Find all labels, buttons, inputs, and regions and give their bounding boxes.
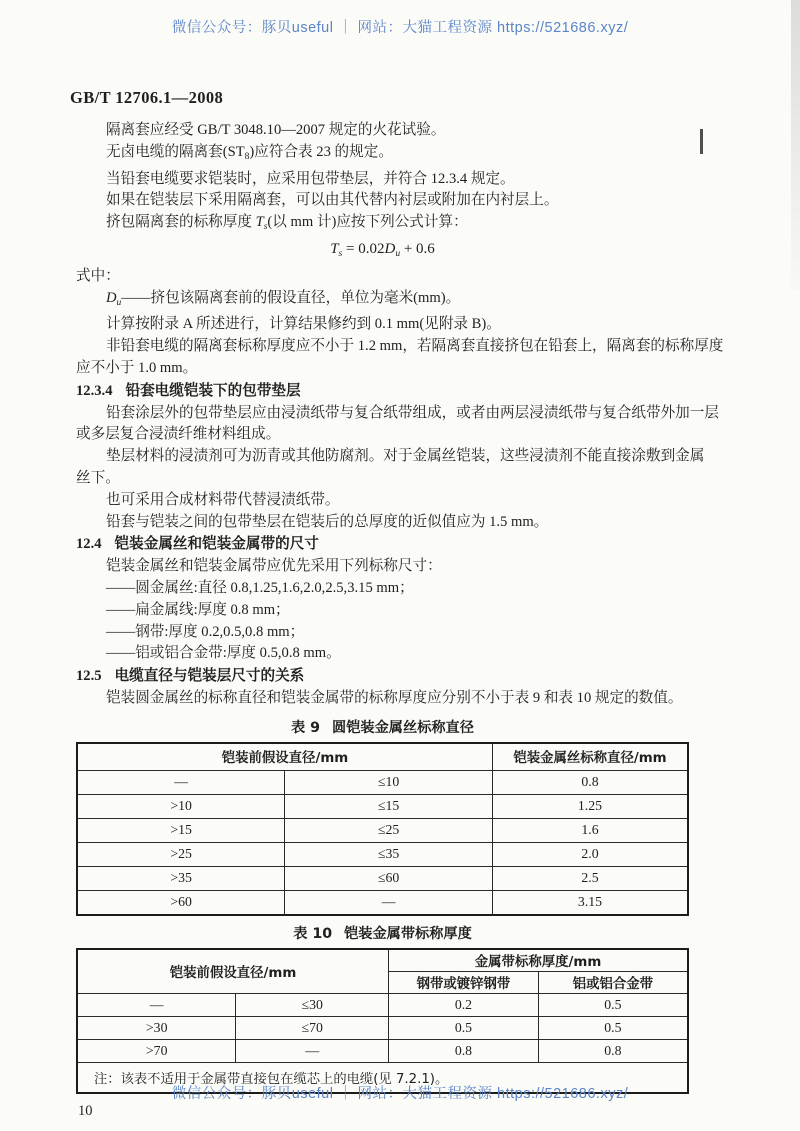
list-item-round-wire: ——圆金属丝:直径 0.8,1.25,1.6,2.0,2.5,3.15 mm； [106, 579, 414, 596]
paragraph-synthetic-tapes: 也可采用合成材料带代替浸渍纸带。 [106, 491, 340, 508]
subscript: u [395, 248, 401, 259]
paragraph-lead-sheath-armour: 当铅套电缆要求铠装时，应采用包带垫层，并符合 12.3.4 规定。 [106, 170, 515, 187]
watermark-top: 微信公众号：豚贝useful ｜ 网站：大猫工程资源 https://521686.xyz/ [171, 20, 629, 36]
paragraph-min-thickness-2: 应不小于 1.0 mm。 [76, 359, 198, 376]
section-heading-12-4: 12.4 铠装金属丝和铠装金属带的尺寸 [76, 535, 319, 553]
paragraph-halogen-free: 无卤电缆的隔离套$(ST_8)$应符合表 23 的规定。 [106, 143, 393, 162]
paragraph-preferred-sizes-intro: 铠装金属丝和铠装金属带应优先采用下列标称尺寸： [106, 558, 442, 575]
column-header-fictitious-diameter: 铠装前假设直径/mm [77, 743, 492, 771]
variable-D: D [106, 289, 117, 306]
paragraph-total-thickness: 铅套与铠装之间的包带垫层在铠装后的总厚度的近似值应为 1.5 mm。 [106, 513, 549, 530]
intro-block [76, 120, 724, 380]
watermark-bottom: 微信公众号：豚贝useful ｜ 网站：大猫工程资源 https://521686.xyz/ [171, 1086, 629, 1102]
section-heading-12-5: 12.5 电缆直径与铠装层尺寸的关系 [76, 667, 305, 685]
table-row: >10 ≤15 1.25 [77, 794, 688, 818]
variable-T: T [330, 240, 339, 257]
paragraph-where-label: 式中： [76, 267, 120, 284]
paragraph-bedding-composition-2: 或多层复合浸渍纤维材料组成。 [76, 426, 281, 443]
table-row: — ≤30 0.2 0.5 [77, 993, 688, 1016]
subscript: s [338, 248, 343, 259]
table-row: >70 — 0.8 0.8 [77, 1039, 688, 1062]
table-row: >15 ≤25 1.6 [77, 818, 688, 842]
table-row: — ≤10 0.8 [77, 770, 688, 794]
formula: $T_s = 0.02D_u + 0.6$ [330, 240, 435, 259]
paragraph-calculation-note: 计算按附录 A 所述进行，计算结果修约到 0.1 mm(见附录 B)。 [106, 316, 501, 333]
list-item-flat-wire: ——扁金属线:厚度 0.8 mm； [106, 601, 290, 618]
subscript: 8 [244, 151, 250, 162]
column-header-steel-tape: 钢带或镀锌钢带 [389, 971, 539, 993]
subscript: u [116, 297, 122, 308]
list-item-aluminium-tape: ——铝或铝合金带:厚度 0.5,0.8 mm。 [106, 645, 341, 662]
paragraph-du-definition: $D_u——$挤包该隔离套前的假设直径，单位为毫米(mm)。 [106, 289, 461, 308]
table-round-wire-diameters [76, 742, 689, 916]
paragraph-bedding-composition-1: 铅套涂层外的包带垫层应由浸渍纸带与复合纸带组成，或者由两层浸渍纸带与复合纸带外加一层 [106, 404, 719, 421]
table-header-row [77, 949, 688, 972]
table-row: >35 ≤60 2.5 [77, 866, 688, 890]
column-header-wire-diameter: 铠装金属丝标称直径/mm [492, 743, 688, 771]
paragraph-thickness-formula-intro: 挤包隔离套的标称厚度 $T_s$(以 mm 计)应按下列公式计算： [106, 214, 468, 233]
paragraph-table-reference: 铠装圆金属丝的标称直径和铠装金属带的标称厚度应分别不小于表 9 和表 10 规定的数值。 [106, 689, 683, 706]
table-row: >60 — 3.15 [77, 890, 688, 915]
subscript: s [263, 222, 268, 233]
standard-code: GB/T 12706.1—2008 [70, 88, 224, 107]
list-item-steel-tape: ——钢带:厚度 0.2,0.5,0.8 mm； [106, 623, 305, 640]
table-row: >25 ≤35 2.0 [77, 842, 688, 866]
variable-T: T [255, 214, 264, 231]
scan-edge-artifact [791, 0, 800, 290]
table-row: >30 ≤70 0.5 0.5 [77, 1016, 688, 1039]
section-heading-12-3-4: 12.3.4 铅套电缆铠装下的包带垫层 [76, 381, 301, 399]
table-note: 注：该表不适用于金属带直接包在缆芯上的电缆(见 7.2.1)。 [77, 1062, 688, 1093]
page-body [70, 88, 724, 1120]
change-bar-mark [700, 129, 703, 154]
table-header-row [77, 743, 688, 771]
table10-caption: 表 10 铠装金属带标称厚度 [293, 925, 472, 942]
variable-D: D [384, 240, 396, 257]
paragraph-spark-test: 隔离套应经受 GB/T 3048.10—2007 规定的火花试验。 [106, 122, 446, 138]
table9-caption: 表 9 圆铠装金属丝标称直径 [291, 719, 474, 736]
column-header-tape-thickness: 金属带标称厚度/mm [389, 949, 688, 972]
column-header-aluminium-tape: 铝或铝合金带 [538, 971, 688, 993]
paragraph-min-thickness-1: 非铅套电缆的隔离套标称厚度应不小于 1.2 mm，若隔离套直接挤包在铅套上，隔离套的标称厚度 [106, 338, 724, 355]
paragraph-separation-under-armour: 如果在铠装层下采用隔离套，可以由其代替内衬层或附加在内衬层上。 [106, 192, 559, 209]
page-number: 10 [78, 1102, 93, 1119]
table-armour-tape-thickness [76, 948, 689, 1094]
paragraph-impregnant-2: 丝下。 [76, 469, 120, 486]
paragraph-impregnant-1: 垫层材料的浸渍剂可为沥青或其他防腐剂。对于金属丝铠装，这些浸渍剂不能直接涂敷到金属 [106, 448, 705, 465]
column-header-fictitious-diameter: 铠装前假设直径/mm [77, 949, 389, 994]
